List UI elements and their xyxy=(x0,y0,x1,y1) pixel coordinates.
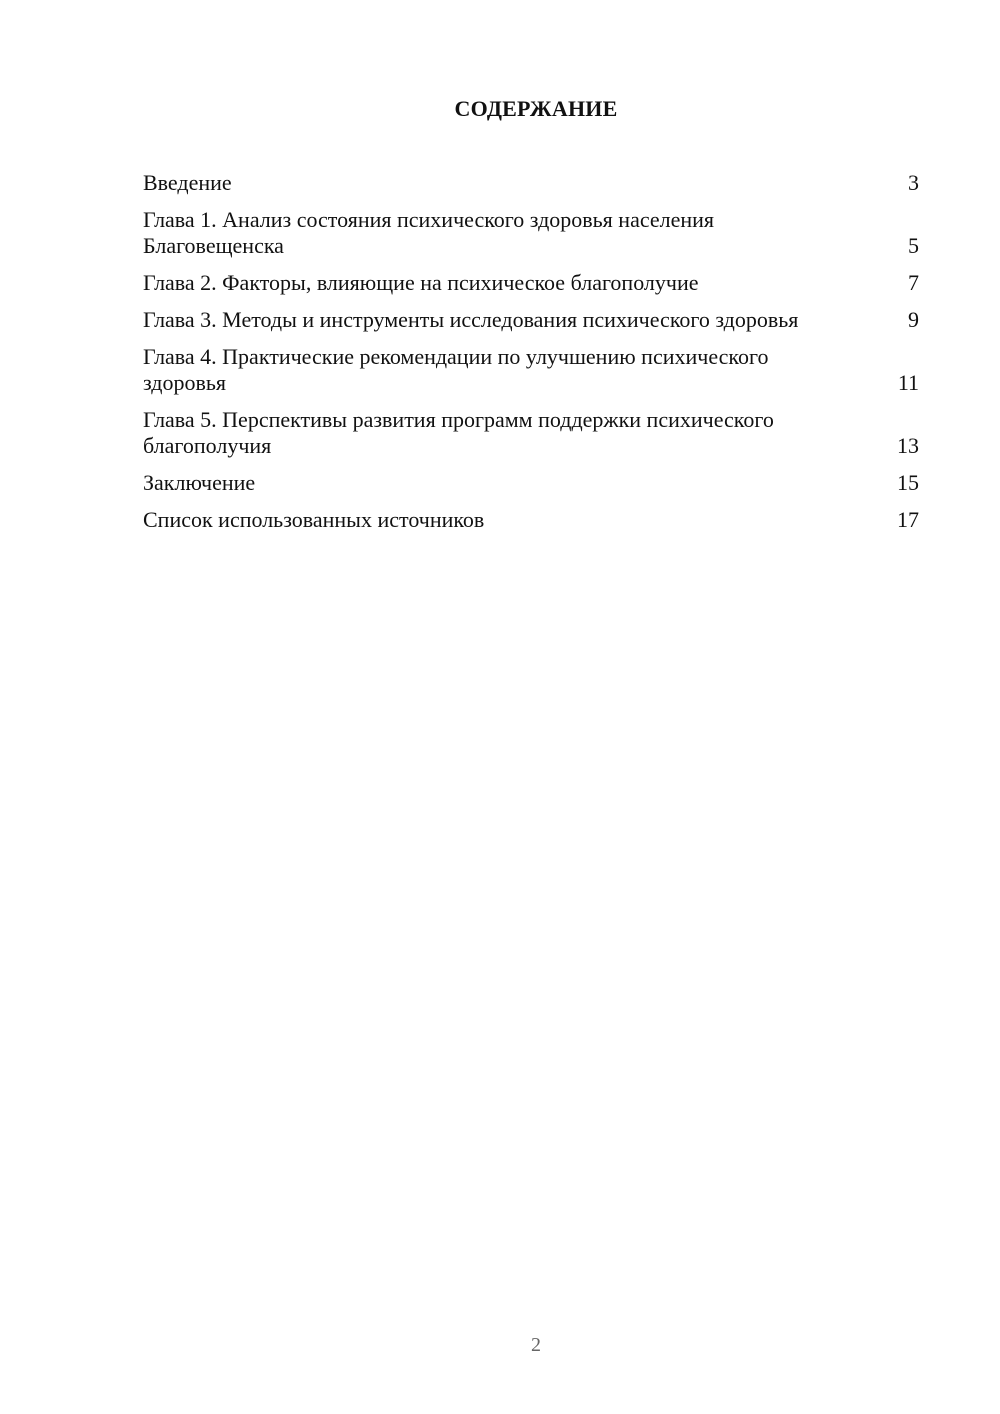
toc-entry-text: Заключение xyxy=(143,470,256,495)
toc-entry-page-number: 15 xyxy=(897,470,919,495)
toc-entry-page-number: 11 xyxy=(897,370,919,395)
toc-entry-page-number: 3 xyxy=(908,170,919,195)
toc-entry-text: Глава 5. Перспективы развития программ поддержки психического благополучия xyxy=(143,407,774,458)
table-of-contents xyxy=(143,170,919,544)
toc-entry-text: Глава 4. Практические рекомендации по улучшению психического здоровья xyxy=(143,344,769,395)
toc-entry-references xyxy=(143,507,919,533)
page-number: 2 xyxy=(531,1334,541,1356)
toc-entry-text: Список использованных источников xyxy=(143,507,485,532)
toc-entry-conclusion xyxy=(143,470,919,496)
toc-entry-page-number: 7 xyxy=(908,270,919,295)
toc-entry-text: Глава 2. Факторы, влияющие на психическое благополучие xyxy=(143,270,699,295)
toc-entry-chapter-4 xyxy=(143,344,919,396)
toc-entry-page-number: 17 xyxy=(897,507,919,532)
toc-entry-text: Глава 3. Методы и инструменты исследования психического здоровья xyxy=(143,307,799,332)
toc-title: СОДЕРЖАНИЕ xyxy=(454,96,618,121)
toc-entry-page-number: 13 xyxy=(897,433,919,458)
toc-entry-page-number: 5 xyxy=(908,233,919,258)
toc-entry-chapter-1 xyxy=(143,207,919,259)
toc-entry-introduction xyxy=(143,170,919,196)
toc-entry-text: Введение xyxy=(143,170,232,195)
toc-entry-chapter-5 xyxy=(143,407,919,459)
toc-entry-chapter-2 xyxy=(143,270,919,296)
toc-entry-chapter-3 xyxy=(143,307,919,333)
toc-entry-text: Глава 1. Анализ состояния психического здоровья населения Благовещенска xyxy=(143,207,715,258)
toc-entry-page-number: 9 xyxy=(908,307,919,332)
